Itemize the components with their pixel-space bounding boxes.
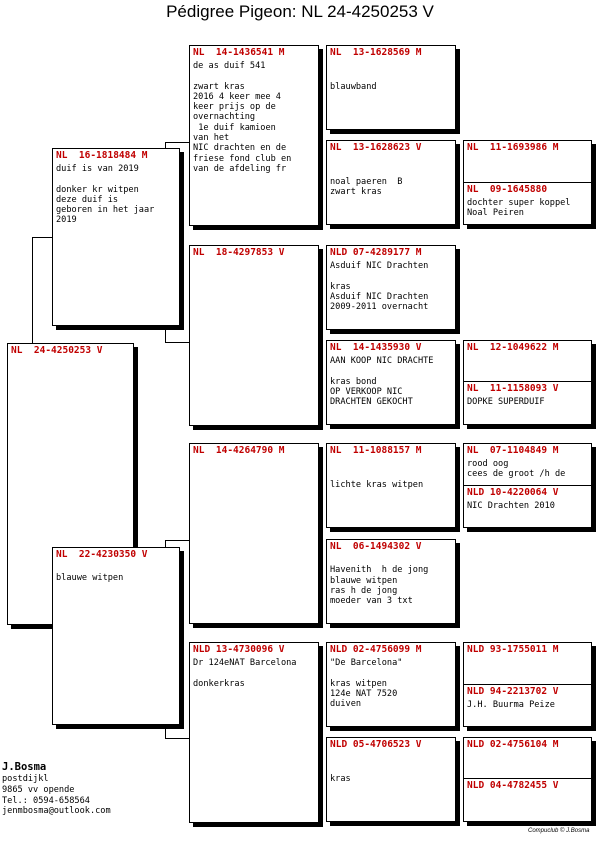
owner-email: jenmbosma@outlook.com xyxy=(2,806,111,817)
ring-number: NL 11-1158093 V xyxy=(467,383,559,394)
pigeon-notes: "De Barcelona" kras witpen 124e NAT 7520 duiven xyxy=(330,658,403,710)
ring-number: NL 14-4264790 M xyxy=(193,445,285,456)
pigeon-card-sire-dam xyxy=(189,245,319,426)
connector-line xyxy=(165,142,189,143)
connector-line xyxy=(32,625,52,626)
pigeon-notes xyxy=(464,154,591,156)
pigeon-notes xyxy=(464,656,591,658)
owner-address: postdijkl xyxy=(2,774,49,784)
pigeon-card-sire xyxy=(52,148,180,326)
connector-line xyxy=(165,738,189,739)
pigeon-notes xyxy=(464,751,591,753)
ring-number: NL 11-1693986 M xyxy=(467,142,559,153)
ring-number: NL 07-1104849 M xyxy=(467,445,559,456)
ring-number: NL 09-1645880 xyxy=(467,184,548,195)
pigeon-card-gen3-8 xyxy=(326,737,456,822)
pigeon-card-gen3-6 xyxy=(326,539,456,624)
owner-phone: Tel.: 0594-658564 xyxy=(2,795,90,806)
pigeon-notes: AAN KOOP NIC DRACHTE kras bond OP VERKOOP NIC DRACHTEN GEKOCHT xyxy=(330,356,434,408)
ring-number: NL 22-4230350 V xyxy=(56,549,148,560)
pigeon-notes: NIC Drachten 2010 xyxy=(467,501,555,511)
pigeon-notes xyxy=(190,259,318,261)
pigeon-card-gen4-pair-1 xyxy=(463,140,592,225)
ring-number: NL 06-1494302 V xyxy=(330,541,422,552)
pigeon-notes xyxy=(464,792,591,794)
ring-number: NL 24-4250253 V xyxy=(11,345,103,356)
ring-number: NL 13-1628623 V xyxy=(330,142,422,153)
pigeon-notes: J.H. Buurma Peize xyxy=(467,700,555,710)
pigeon-notes xyxy=(464,354,591,356)
ring-number: NL 11-1088157 M xyxy=(330,445,422,456)
pigeon-notes: kras xyxy=(330,773,351,784)
owner-info xyxy=(2,760,111,817)
pigeon-notes xyxy=(190,457,318,459)
pigeon-notes: blauwe witpen xyxy=(56,573,124,584)
pigeon-notes: de as duif 541 zwart kras 2016 4 keer mee 4 keer prijs op de overnachting 1e duif kamioen van het NIC drachten en de friese fond club en van de afdeling fr xyxy=(193,61,292,174)
pigeon-card-dam-dam xyxy=(189,642,319,823)
pigeon-card-sire-sire xyxy=(189,45,319,226)
owner-city: 9865 vv opende xyxy=(2,784,75,795)
ring-number: NL 14-1435930 V xyxy=(330,342,422,353)
pigeon-card-gen4-pair-2 xyxy=(463,340,592,425)
pigeon-card-dam-sire xyxy=(189,443,319,624)
owner-name: J.Bosma xyxy=(2,761,47,773)
connector-line xyxy=(32,237,52,238)
pigeon-notes: duif is van 2019 donker kr witpen deze duif is geboren in het jaar 2019 xyxy=(56,164,155,226)
ring-number: NL 14-1436541 M xyxy=(193,47,285,58)
pigeon-notes: Dr 124eNAT Barcelona donkerkras xyxy=(193,658,297,689)
ring-number: NLD 10-4220064 V xyxy=(467,487,559,498)
pigeon-notes: Havenith h de jong blauwe witpen ras h de jong moeder van 3 txt xyxy=(330,565,429,607)
pigeon-notes: Asduif NIC Drachten kras Asduif NIC Drachten 2009-2011 overnacht xyxy=(330,261,429,313)
pigeon-notes xyxy=(8,357,133,359)
ring-number: NLD 05-4706523 V xyxy=(330,739,422,750)
pigeon-card-gen3-7 xyxy=(326,642,456,727)
pigeon-card-gen4-pair-3 xyxy=(463,443,592,528)
pigeon-notes: blauwband xyxy=(330,81,377,92)
ring-number: NL 18-4297853 V xyxy=(193,247,285,258)
ring-number: NLD 04-4782455 V xyxy=(467,780,559,791)
pigeon-card-gen3-4 xyxy=(326,340,456,425)
pigeon-card-gen3-1 xyxy=(326,45,456,130)
connector-line xyxy=(165,540,189,541)
ring-number: NL 16-1818484 M xyxy=(56,150,148,161)
pigeon-notes: DOPKE SUPERDUIF xyxy=(467,397,545,407)
pigeon-card-gen4-pair-5 xyxy=(463,737,592,822)
ring-number: NL 12-1049622 M xyxy=(467,342,559,353)
pigeon-card-gen3-2 xyxy=(326,140,456,225)
ring-number: NLD 94-2213702 V xyxy=(467,686,559,697)
ring-number: NL 13-1628569 M xyxy=(330,47,422,58)
pigeon-notes: lichte kras witpen xyxy=(330,479,424,490)
pigeon-notes: noal paeren B zwart kras xyxy=(330,176,403,197)
pigeon-notes: rood oog cees de groot /h de xyxy=(467,459,566,480)
ring-number: NLD 07-4289177 M xyxy=(330,247,422,258)
ring-number: NLD 02-4756099 M xyxy=(330,644,422,655)
connector-line xyxy=(165,342,189,343)
pigeon-card-gen3-5 xyxy=(326,443,456,528)
ring-number: NLD 13-4730096 V xyxy=(193,644,285,655)
pigeon-card-gen3-3 xyxy=(326,245,456,330)
page-title: Pédigree Pigeon: NL 24-4250253 V xyxy=(166,2,434,21)
ring-number: NLD 93-1755011 M xyxy=(467,644,559,655)
ring-number: NLD 02-4756104 M xyxy=(467,739,559,750)
pigeon-card-gen4-pair-4 xyxy=(463,642,592,727)
footer-credit: Compuclub © J.Bosma xyxy=(528,828,590,834)
pigeon-card-dam xyxy=(52,547,180,725)
pigeon-notes: dochter super koppel Noal Peiren xyxy=(467,198,571,219)
